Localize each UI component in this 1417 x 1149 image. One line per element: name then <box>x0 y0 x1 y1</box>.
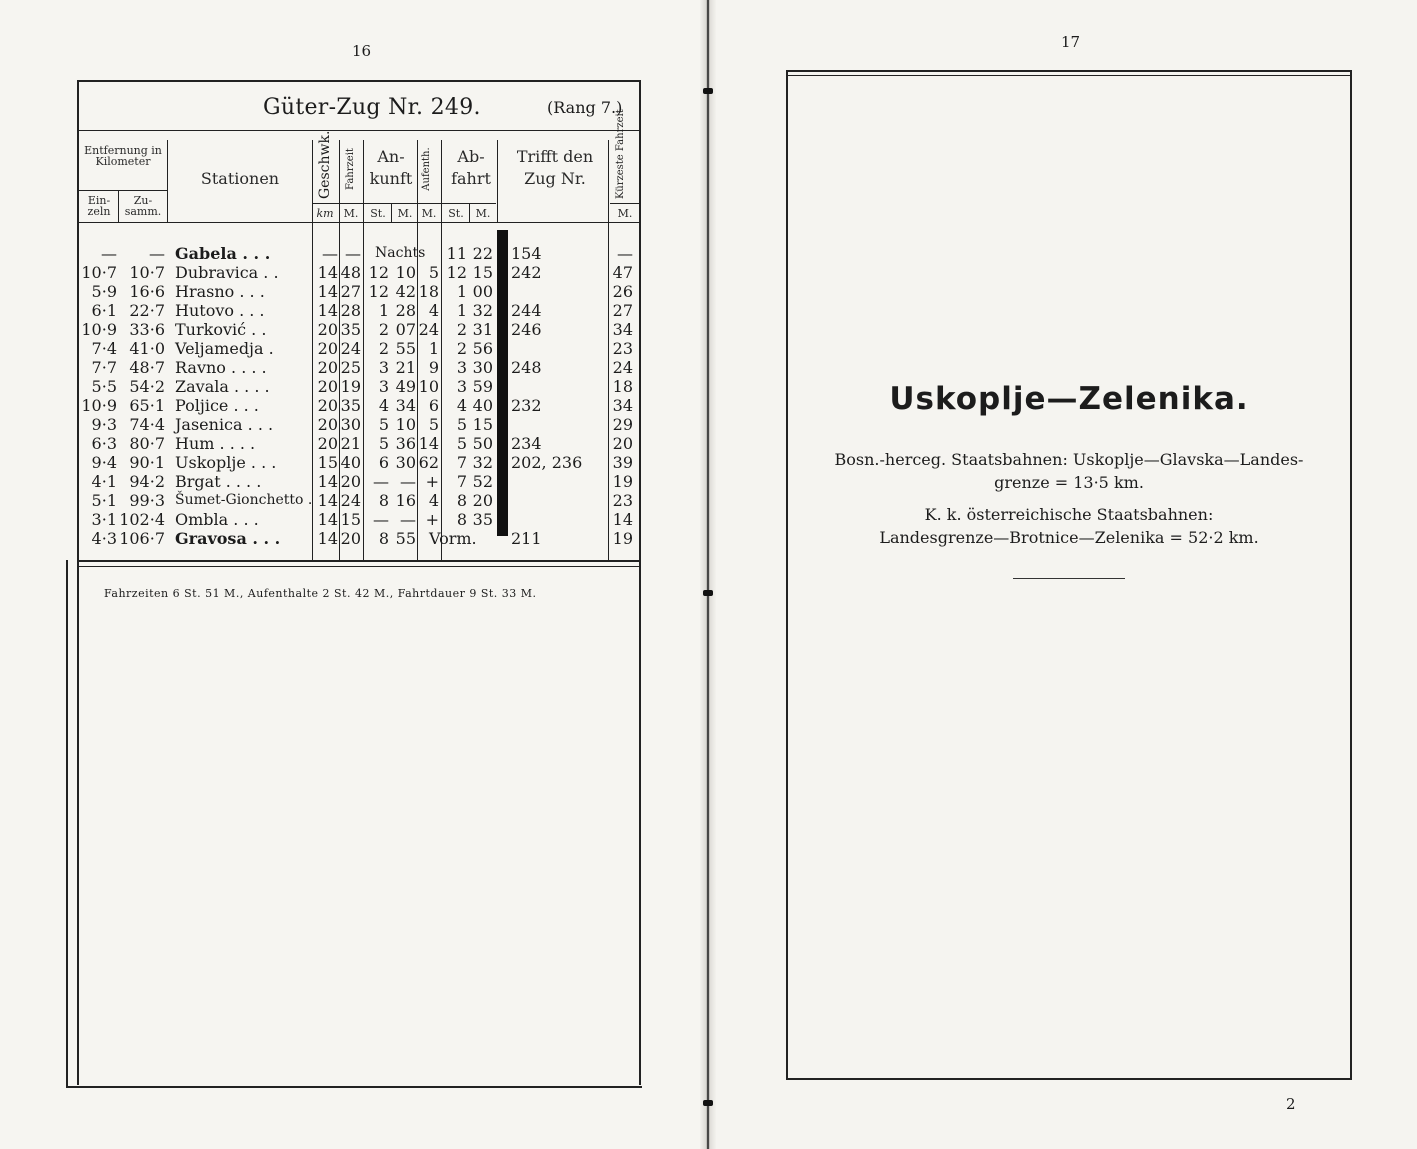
cell-station: Turković . . <box>175 320 267 339</box>
right-page-frame <box>786 70 1352 1080</box>
cell-total-km: 65·1 <box>129 396 165 415</box>
cell-arrival-min: 42 <box>395 282 416 301</box>
cell-station: Veljamedja . <box>175 339 274 358</box>
cell-arrival-min: 49 <box>395 377 416 396</box>
cell-arrival-min: 21 <box>395 358 416 377</box>
cell-meets-train: 234 <box>511 434 542 453</box>
cell-departure-min: 56 <box>472 339 493 358</box>
header-divider <box>79 190 167 191</box>
cell-total-km: 22·7 <box>129 301 165 320</box>
cell-arrival-hour: — <box>373 510 389 529</box>
cell-station: Ravno . . . . <box>175 358 267 377</box>
table-row <box>79 529 639 548</box>
cell-station: Poljice . . . <box>175 396 259 415</box>
table-row <box>79 301 639 320</box>
cell-arrival-hour: 8 <box>378 529 389 548</box>
cell-station: Brgat . . . . <box>175 472 262 491</box>
unit-st: St. <box>370 207 386 220</box>
unit-m: M. <box>397 207 413 220</box>
cell-total-km: 54·2 <box>129 377 165 396</box>
cell-speed: 14 <box>317 491 338 510</box>
cell-departure-hour: 4 <box>456 396 467 415</box>
cell-total-km: 74·4 <box>129 415 165 434</box>
cell-speed: 14 <box>317 510 338 529</box>
timetable-frame <box>77 80 641 1085</box>
cell-arrival-hour: 2 <box>378 339 389 358</box>
right-frame-inner-rule <box>786 75 1352 76</box>
cell-travel-time: — <box>345 244 361 263</box>
cell-arrival-hour: 12 <box>368 282 389 301</box>
cell-stop: + <box>425 472 439 491</box>
unit-m: M. <box>343 207 359 220</box>
train-rank: (Rang 7.) <box>547 98 623 117</box>
cell-arrival-min: 07 <box>395 320 416 339</box>
cell-travel-time: 24 <box>340 491 361 510</box>
cell-departure-hour: 2 <box>456 320 467 339</box>
cell-speed: 14 <box>317 529 338 548</box>
cell-arrival-min: 36 <box>395 434 416 453</box>
cell-shortest-time: 18 <box>612 377 633 396</box>
cell-total-km: 106·7 <box>119 529 165 548</box>
cell-arrival-hour: 12 <box>368 263 389 282</box>
column-line <box>167 140 168 223</box>
cell-single-km: 4·1 <box>91 472 117 491</box>
cell-speed: 14 <box>317 301 338 320</box>
table-row <box>79 320 639 339</box>
cell-single-km: 6·1 <box>91 301 117 320</box>
cell-single-km: 7·4 <box>91 339 117 358</box>
cell-total-km: 33·6 <box>129 320 165 339</box>
cell-arrival-min: — <box>400 510 416 529</box>
timetable-summary: Fahrzeiten 6 St. 51 M., Aufenthalte 2 St. 42 M., Fahrtdauer 9 St. 33 M. <box>104 587 537 600</box>
cell-travel-time: 48 <box>340 263 361 282</box>
cell-departure-hour: 8 <box>456 510 467 529</box>
cell-stop: + <box>425 510 439 529</box>
header-shortest-time: Kürzeste Fahrzeit <box>615 109 626 199</box>
column-line <box>118 190 119 223</box>
cell-meets-train: 154 <box>511 244 542 263</box>
cell-meets-train: 248 <box>511 358 542 377</box>
cell-speed: 20 <box>317 320 338 339</box>
cell-departure-min: 00 <box>472 282 493 301</box>
binding-staple <box>703 88 713 94</box>
cell-meets-train: 246 <box>511 320 542 339</box>
cell-speed: 14 <box>317 472 338 491</box>
cell-station: Gabela . . . <box>175 244 271 263</box>
cell-arrival-min: 28 <box>395 301 416 320</box>
cell-departure-hour: 5 <box>456 434 467 453</box>
cell-departure-hour: 1 <box>456 282 467 301</box>
header-total: Zu-samm. <box>124 194 162 218</box>
cell-meets-train: 202, 236 <box>511 453 583 472</box>
cell-travel-time: 40 <box>340 453 361 472</box>
frame-left-border <box>66 560 68 1088</box>
frame-bottom-border <box>66 1086 642 1088</box>
book-gutter <box>700 0 716 1149</box>
cell-arrival-min: 34 <box>395 396 416 415</box>
cell-arrival-hour: 5 <box>378 415 389 434</box>
cell-arrival-min: 10 <box>395 415 416 434</box>
cell-station: Hrasno . . . <box>175 282 265 301</box>
header-speed: Geschwk. <box>317 130 333 199</box>
cell-single-km: 4·3 <box>91 529 117 548</box>
cell-stop: 4 <box>428 301 439 320</box>
cell-departure-hour: 1 <box>456 301 467 320</box>
table-bottom-rule <box>79 566 639 567</box>
table-bottom-rule <box>79 560 639 562</box>
cell-travel-time: 30 <box>340 415 361 434</box>
cell-arrival-hour: 4 <box>378 396 389 415</box>
cell-single-km: 7·7 <box>91 358 117 377</box>
cell-travel-time: 28 <box>340 301 361 320</box>
cell-station: Hutovo . . . <box>175 301 265 320</box>
table-row <box>79 453 639 472</box>
header-single: Ein-zeln <box>87 194 111 218</box>
cell-stop: 62 <box>418 453 439 472</box>
cell-shortest-time: 26 <box>612 282 633 301</box>
table-row <box>79 244 639 263</box>
cell-total-km: 16·6 <box>129 282 165 301</box>
cell-departure-hour: 8 <box>456 491 467 510</box>
cell-arrival-min: 30 <box>395 453 416 472</box>
page-number-left: 16 <box>352 42 372 60</box>
cell-single-km: 9·4 <box>91 453 117 472</box>
cell-station: Jasenica . . . <box>175 415 274 434</box>
cell-shortest-time: 19 <box>612 472 633 491</box>
cell-single-km: 9·3 <box>91 415 117 434</box>
cell-stop: 9 <box>428 358 439 377</box>
cell-shortest-time: 47 <box>612 263 633 282</box>
header-stations: Stationen <box>200 169 280 188</box>
binding-staple <box>703 590 713 596</box>
unit-m: M. <box>421 207 437 220</box>
binding-staple <box>703 1100 713 1106</box>
cell-departure-hour: Vorm. <box>429 529 477 548</box>
cell-station: Ombla . . . <box>175 510 259 529</box>
table-row <box>79 358 639 377</box>
cell-travel-time: 20 <box>340 529 361 548</box>
cell-total-km: — <box>149 244 165 263</box>
cell-single-km: 6·3 <box>91 434 117 453</box>
signature-mark: 2 <box>1286 1095 1296 1113</box>
cell-single-km: 10·9 <box>81 320 117 339</box>
table-row <box>79 434 639 453</box>
cell-stop: 14 <box>418 434 439 453</box>
cell-departure-min: 15 <box>472 415 493 434</box>
cell-travel-time: 27 <box>340 282 361 301</box>
cell-arrival-hour: 5 <box>378 434 389 453</box>
table-row <box>79 263 639 282</box>
cell-stop: 18 <box>418 282 439 301</box>
cell-meets-train: 232 <box>511 396 542 415</box>
header-stop: Aufenth. <box>421 147 432 191</box>
page-number-right: 17 <box>1061 33 1081 51</box>
cell-shortest-time: 20 <box>612 434 633 453</box>
cell-departure-min: 15 <box>472 263 493 282</box>
cell-station: Gravosa . . . <box>175 529 281 548</box>
cell-shortest-time: 29 <box>612 415 633 434</box>
cell-shortest-time: 34 <box>612 396 633 415</box>
cell-shortest-time: 24 <box>612 358 633 377</box>
cell-arrival-hour: 1 <box>378 301 389 320</box>
cell-speed: 15 <box>317 453 338 472</box>
cell-speed: 14 <box>317 263 338 282</box>
cell-travel-time: 19 <box>340 377 361 396</box>
cell-travel-time: 24 <box>340 339 361 358</box>
cell-speed: 20 <box>317 339 338 358</box>
cell-travel-time: 25 <box>340 358 361 377</box>
cell-single-km: 3·1 <box>91 510 117 529</box>
table-row <box>79 282 639 301</box>
cell-departure-min: 59 <box>472 377 493 396</box>
cell-travel-time: 15 <box>340 510 361 529</box>
cell-arrival-min: 16 <box>395 491 416 510</box>
cell-departure-min: 32 <box>472 453 493 472</box>
header-arrival: An-kunft <box>369 147 413 188</box>
cell-departure-min: 32 <box>472 301 493 320</box>
cell-meets-train: 211 <box>511 529 542 548</box>
cell-station: Uskoplje . . . <box>175 453 277 472</box>
cell-arrival-hour: 2 <box>378 320 389 339</box>
cell-meets-train: 242 <box>511 263 542 282</box>
cell-departure-min: 40 <box>472 396 493 415</box>
cell-departure-min: 22 <box>472 244 493 263</box>
cell-departure-min: 35 <box>472 510 493 529</box>
timetable-title-row <box>79 88 639 131</box>
cell-total-km: 41·0 <box>129 339 165 358</box>
cell-station: Dubravica . . <box>175 263 279 282</box>
cell-departure-hour: 7 <box>456 453 467 472</box>
header-bottom-rule <box>79 222 639 223</box>
cell-speed: 14 <box>317 282 338 301</box>
cell-stop: 5 <box>428 415 439 434</box>
header-travel-time: Fahrzeit <box>345 148 356 190</box>
table-row <box>79 415 639 434</box>
cell-arrival-hour: — <box>373 472 389 491</box>
cell-arrival-hour: 6 <box>378 453 389 472</box>
cell-arrival-min: — <box>400 472 416 491</box>
column-line <box>469 203 470 223</box>
column-line <box>391 203 392 223</box>
cell-arrival-min: 55 <box>395 339 416 358</box>
cell-total-km: 94·2 <box>129 472 165 491</box>
route-description-line: Bosn.-herceg. Staatsbahnen: Uskoplje—Glavska—Landes- <box>834 450 1304 469</box>
header-meets-train: Trifft den Zug Nr. <box>516 147 594 188</box>
cell-station: Zavala . . . . <box>175 377 270 396</box>
route-title: Uskoplje—Zelenika. <box>889 381 1249 417</box>
cell-speed: 20 <box>317 377 338 396</box>
unit-rule <box>610 203 639 204</box>
cell-total-km: 48·7 <box>129 358 165 377</box>
cell-single-km: 5·5 <box>91 377 117 396</box>
cell-arrival-min: 10 <box>395 263 416 282</box>
cell-shortest-time: 14 <box>612 510 633 529</box>
cell-arrival-hour: 3 <box>378 377 389 396</box>
cell-single-km: 10·7 <box>81 263 117 282</box>
unit-m: M. <box>617 207 633 220</box>
cell-travel-time: 21 <box>340 434 361 453</box>
cell-total-km: 90·1 <box>129 453 165 472</box>
unit-km: km <box>316 207 334 220</box>
cell-arrival-hour: 8 <box>378 491 389 510</box>
cell-station: Šumet-Gionchetto . <box>175 492 313 508</box>
cell-speed: 20 <box>317 415 338 434</box>
train-title: Güter-Zug Nr. 249. <box>263 95 481 120</box>
table-row <box>79 396 639 415</box>
unit-st: St. <box>448 207 464 220</box>
cell-departure-hour: 5 <box>456 415 467 434</box>
cell-departure-hour: 11 <box>446 244 467 263</box>
cell-departure-hour: 2 <box>456 339 467 358</box>
cell-departure-hour: 3 <box>456 377 467 396</box>
table-row <box>79 472 639 491</box>
cell-arrival-hour: Nachts <box>375 245 426 261</box>
cell-single-km: — <box>101 244 117 263</box>
cell-speed: 20 <box>317 358 338 377</box>
cell-stop: 24 <box>418 320 439 339</box>
cell-travel-time: 35 <box>340 320 361 339</box>
cell-shortest-time: 23 <box>612 491 633 510</box>
cell-single-km: 10·9 <box>81 396 117 415</box>
cell-departure-min: 30 <box>472 358 493 377</box>
cell-total-km: 99·3 <box>129 491 165 510</box>
unit-m: M. <box>475 207 491 220</box>
cell-travel-time: 35 <box>340 396 361 415</box>
cell-departure-hour: 7 <box>456 472 467 491</box>
table-row <box>79 377 639 396</box>
cell-stop: 4 <box>428 491 439 510</box>
cell-single-km: 5·1 <box>91 491 117 510</box>
cell-shortest-time: — <box>617 244 633 263</box>
cell-stop: 6 <box>428 396 439 415</box>
cell-shortest-time: 19 <box>612 529 633 548</box>
route-description-line: Landesgrenze—Brotnice—Zelenika = 52·2 km. <box>879 528 1259 547</box>
cell-single-km: 5·9 <box>91 282 117 301</box>
route-description-line: grenze = 13·5 km. <box>994 473 1144 492</box>
cell-departure-min: 31 <box>472 320 493 339</box>
cell-stop: 5 <box>428 263 439 282</box>
table-row <box>79 491 639 510</box>
cell-travel-time: 20 <box>340 472 361 491</box>
cell-speed: 20 <box>317 434 338 453</box>
cell-speed: 20 <box>317 396 338 415</box>
column-line <box>497 140 498 223</box>
cell-total-km: 10·7 <box>129 263 165 282</box>
cell-shortest-time: 34 <box>612 320 633 339</box>
cell-stop: 1 <box>428 339 439 358</box>
cell-arrival-hour: 3 <box>378 358 389 377</box>
cell-meets-train: 244 <box>511 301 542 320</box>
cell-shortest-time: 39 <box>612 453 633 472</box>
cell-departure-hour: 12 <box>446 263 467 282</box>
cell-departure-min: 50 <box>472 434 493 453</box>
cell-total-km: 80·7 <box>129 434 165 453</box>
cell-arrival-min: 55 <box>395 529 416 548</box>
section-divider <box>1013 578 1125 579</box>
route-description-line: K. k. österreichische Staatsbahnen: <box>924 505 1214 524</box>
cell-departure-min: 20 <box>472 491 493 510</box>
cell-speed: — <box>322 244 338 263</box>
table-row <box>79 510 639 529</box>
table-row <box>79 339 639 358</box>
header-distance: Entfernung in Kilometer <box>84 144 162 168</box>
cell-stop: 10 <box>418 377 439 396</box>
cell-station: Hum . . . . <box>175 434 256 453</box>
cell-total-km: 102·4 <box>119 510 165 529</box>
cell-shortest-time: 27 <box>612 301 633 320</box>
cell-departure-min: 52 <box>472 472 493 491</box>
header-departure: Ab-fahrt <box>451 147 491 188</box>
cell-departure-hour: 3 <box>456 358 467 377</box>
cell-shortest-time: 23 <box>612 339 633 358</box>
